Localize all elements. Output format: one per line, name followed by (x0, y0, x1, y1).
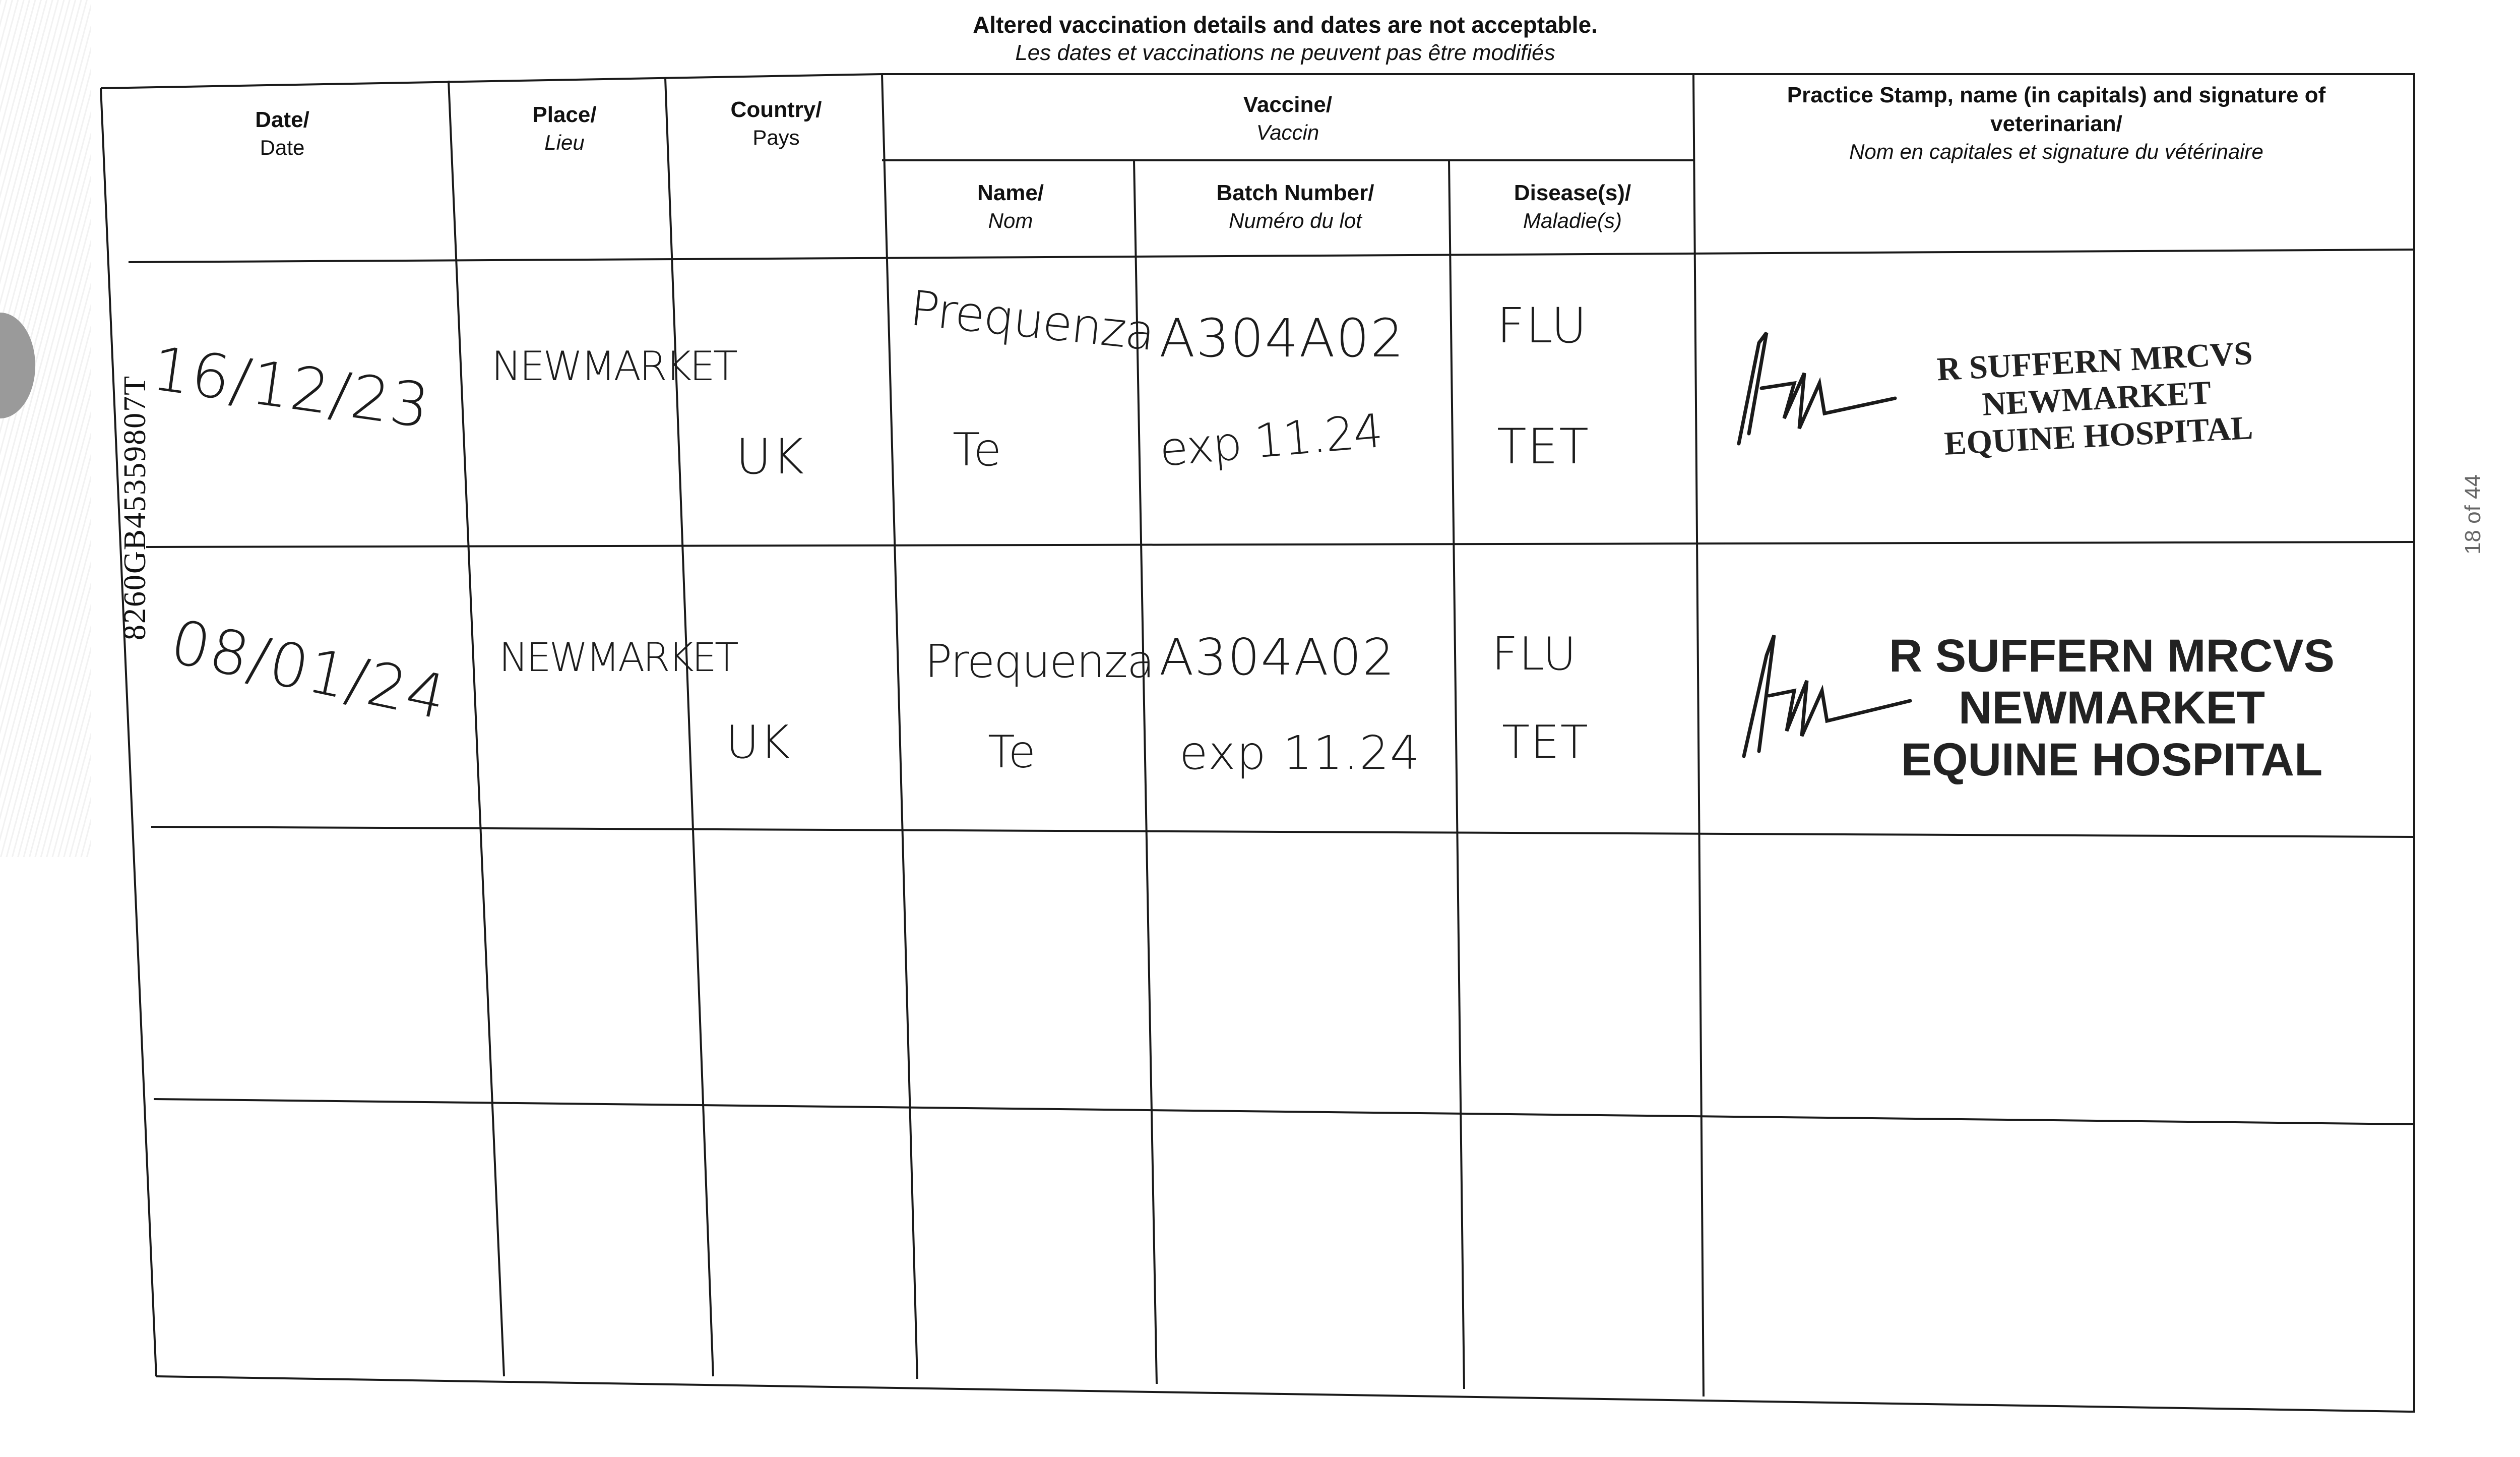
row2-stamp-line2: NEWMARKET (1958, 682, 2265, 734)
row2-batch: A304A02 (1159, 628, 1396, 687)
row2-stamp-line3: EQUINE HOSPITAL (1901, 734, 2323, 786)
row1-stamp-line3: EQUINE HOSPITAL (1943, 409, 2254, 462)
header-country-en: Country/ (730, 97, 822, 123)
header-disease (1452, 166, 1693, 247)
header-name-fr: Nom (988, 209, 1033, 233)
row2-vaccine-name: Prequenza (925, 635, 1154, 688)
header-date (151, 96, 413, 171)
header-name-en: Name/ (977, 180, 1044, 206)
header-place-en: Place/ (532, 102, 597, 128)
row1-stamp-line1: R SUFFERN MRCVS (1936, 334, 2254, 388)
header-practice-fr: Nom en capitales et signature du vétérinaire (1849, 140, 2263, 164)
notice-fr: Les dates et vaccinations ne peuvent pas être modifiés (1015, 40, 1555, 65)
header-place (464, 91, 665, 166)
row1-disease: FLU (1497, 297, 1588, 354)
row1-place: NEWMARKET (491, 343, 736, 390)
header-date-en: Date/ (255, 107, 309, 133)
header-vaccine-fr: Vaccin (1256, 120, 1319, 145)
row2-stamp (1835, 630, 2389, 786)
row1-stamp-line2: NEWMARKET (1981, 374, 2212, 423)
row1-batch: A304A02 (1159, 308, 1405, 369)
header-name (887, 166, 1134, 247)
row1-country: UK (736, 429, 805, 485)
header-practice-en: Practice Stamp, name (in capitals) and signature of veterinarian/ (1787, 83, 2326, 137)
header-date-fr: Date (260, 136, 305, 160)
header-batch-fr: Numéro du lot (1229, 209, 1362, 233)
header-practice (1704, 81, 2409, 187)
header-vaccine (887, 81, 1688, 156)
row2-stamp-line1: R SUFFERN MRCVS (1888, 630, 2335, 682)
row2-disease-2: TET (1502, 716, 1589, 769)
row1-batch-2: exp 11.24 (1157, 403, 1384, 477)
header-batch-en: Batch Number/ (1216, 180, 1374, 206)
header-disease-fr: Maladie(s) (1523, 209, 1622, 233)
header-disease-en: Disease(s)/ (1514, 180, 1631, 206)
row2-date: 08/01/24 (164, 606, 453, 734)
header-batch (1139, 166, 1452, 247)
header-vaccine-en: Vaccine/ (1243, 92, 1333, 117)
notice-main: Altered vaccination details and dates are not acceptable. (973, 12, 1598, 38)
page-number: 18 of 44 (2461, 474, 2485, 555)
row2-disease: FLU (1492, 628, 1578, 681)
passport-id: 8260GB45359807T (117, 375, 152, 640)
row2-vaccine-name-2: Te (988, 726, 1037, 778)
row1-vaccine-name-2: Te (953, 423, 1003, 476)
header-country (675, 86, 877, 161)
row2-country: UK (726, 716, 791, 769)
header-country-fr: Pays (752, 126, 800, 150)
row1-date: 16/12/23 (148, 334, 434, 442)
header-place-fr: Lieu (544, 131, 585, 155)
row1-vaccine-name: Prequenza (907, 279, 1157, 362)
row1-disease-2: TET (1497, 418, 1590, 475)
row2-batch-2: exp 11.24 (1179, 726, 1421, 780)
row2-place: NEWMARKET (499, 635, 737, 681)
